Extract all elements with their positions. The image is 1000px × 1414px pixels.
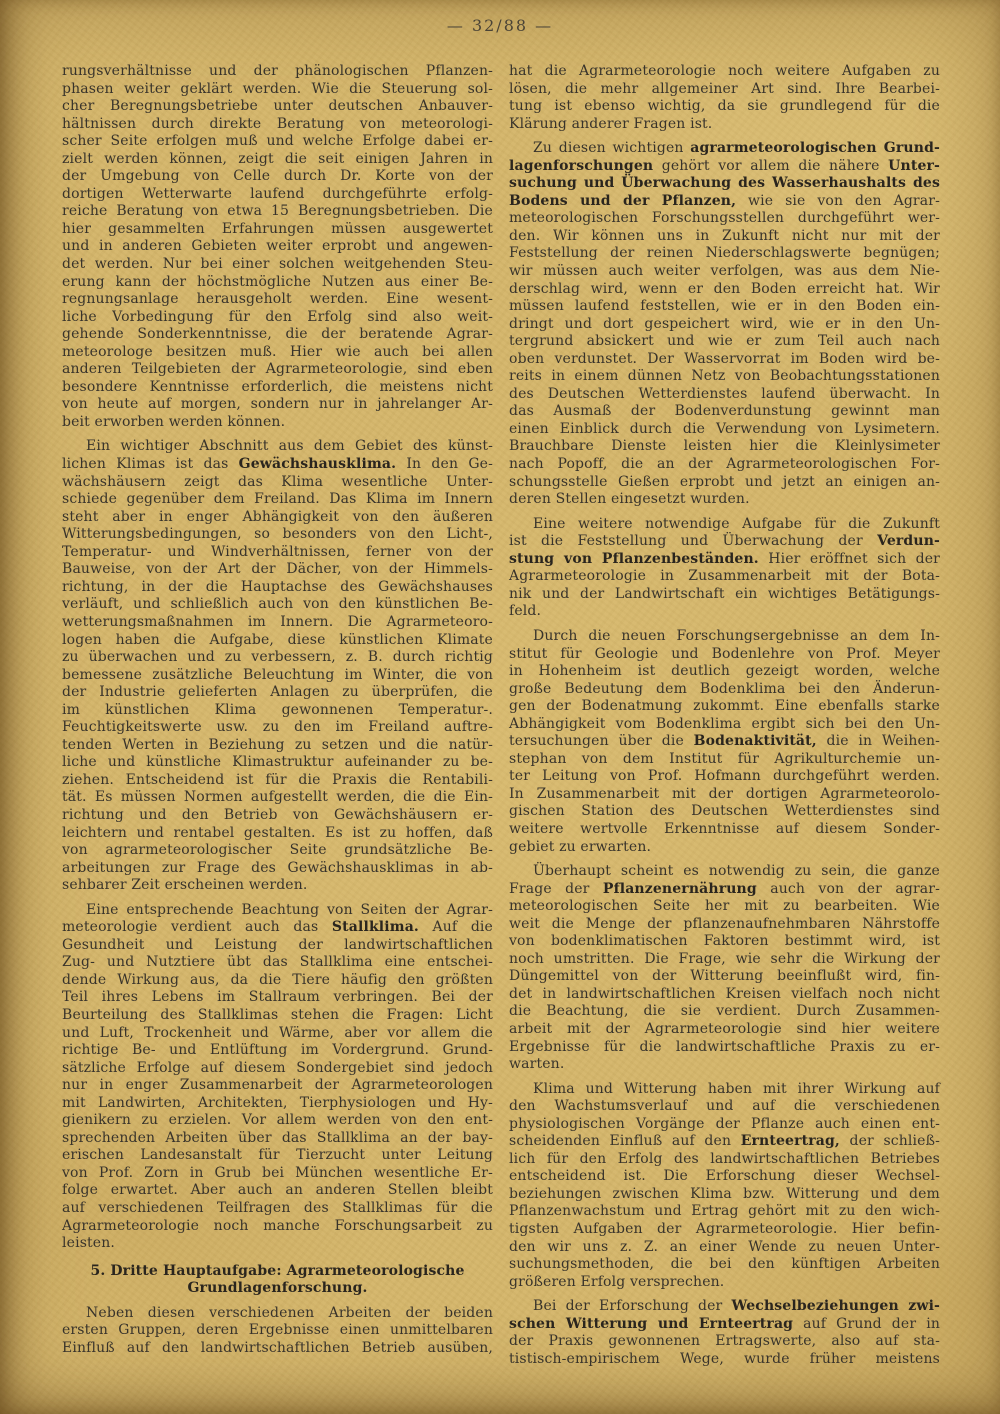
text-line: Ergebnisse für die landwirtschaftliche Praxis zu er- (509, 1038, 940, 1055)
text-line: tigsten Aufgaben der Agrarmeteorologie. Hier befin- (509, 1221, 940, 1237)
text-line: nur in enger Zusammenarbeit der Agrarmeteorologen (62, 1077, 493, 1094)
text-line: sehbarer Zeit erscheinen werden. (62, 877, 308, 894)
text-columns (62, 63, 940, 1368)
text-line: scher Seite erfolgen muß und welche Erfolge dabei er- (62, 133, 493, 150)
text-line: von heute auf morgen, sondern nur in jahrelanger Ar- (62, 396, 493, 413)
text-line: nach Popoff, die an der Agrarmeteorologischen For- (509, 456, 940, 473)
text-line: den wir uns z. Z. an einer Wende zu neuen Unter- (509, 1238, 940, 1255)
text-line: liche und künstliche Klimastruktur aufeinander zu be- (62, 754, 493, 771)
text-line: Witterungsbedingungen, so besonders von den Licht-, (62, 526, 493, 543)
text-line: dende Wirkung aus, da die Tiere häufig den größten (62, 971, 493, 988)
text-line: Zu diesen wichtigen agrarmeteorologischen Grund- (533, 140, 940, 157)
section-heading-line: Grundlagenforschung. (187, 1280, 368, 1297)
text-line: scheidenden Einfluß auf den Ernteertrag, der schließ- (509, 1133, 941, 1150)
text-line: folge erwartet. Aber auch an anderen Stellen bleibt (62, 1182, 493, 1199)
text-line: gischen Station des Deutschen Wetterdienstes sind (509, 803, 940, 820)
text-line: Durch die neuen Forschungsergebnisse an dem In- (533, 627, 940, 644)
text-line: richtung, in der die Hauptachse des Gewächshauses (62, 578, 493, 595)
text-line: Eine entsprechende Beachtung von Seiten der Agrar- (86, 901, 493, 918)
text-line: besondere Kenntnisse erforderlich, die meistens nicht (62, 378, 493, 395)
right-column (509, 63, 940, 1368)
text-line: dringt und dort gespeichert wird, wie er in den Un- (509, 315, 940, 332)
text-line: der Industrie gelieferten Anlagen zu überprüfen, die (62, 684, 493, 701)
text-line: tenden Werten in Beziehung zu setzen und die natür- (62, 736, 493, 753)
text-line: Zug- und Nutztiere übt das Stallklima eine entschei- (62, 954, 493, 971)
text-line: schungsstelle Gießen erprobt und jetzt an einigen an- (509, 473, 940, 490)
text-line: gebiet zu erwarten. (509, 838, 652, 855)
text-line: physiologischen Vorgänge der Pflanze auch einen ent- (509, 1115, 940, 1132)
text-line: phasen weiter geklärt werden. Wie die Steuerung sol- (62, 80, 493, 97)
text-line: und in anderen Gebieten weiter erprobt und angewen- (62, 238, 493, 255)
text-line: Gesundheit und Leistung der landwirtschaftlichen (62, 936, 493, 953)
text-line: Temperatur- und Windverhältnissen, ferner von der (62, 543, 493, 560)
text-line: weit die Menge der pflanzenaufnehmbaren Nährstoffe (509, 915, 940, 932)
text-line: meteorologie verdient auch das Stallklima. Auf die (62, 919, 493, 936)
text-line: wir müssen auch weiter verfolgen, was aus dem Nie- (509, 263, 940, 280)
text-line: auf verschiedenen Teilfragen des Stallklimas für die (62, 1200, 493, 1216)
text-line: Teil ihres Lebens im Stallraum verbringen. Bei der (62, 989, 493, 1006)
text-line: mit Landwirten, Architekten, Tierphysiologen und Hy- (62, 1094, 493, 1111)
text-line: gienikern zu erzielen. Vor allem werden von den ent- (62, 1112, 493, 1129)
text-line: reiche Beratung von etwa 15 Beregnungsbetrieben. Die (62, 203, 493, 220)
text-line: von Prof. Zorn in Grub bei München wesentliche Er- (62, 1164, 493, 1181)
text-line: beit erworben werden können. (62, 413, 286, 430)
text-line: und Luft, Trockenheit und Wärme, aber vor allem die (62, 1024, 493, 1041)
text-line: det werden. Nur bei einer solchen weitgehenden Steu- (62, 256, 493, 273)
text-line: Überhaupt scheint es notwendig zu sein, die ganze (533, 863, 940, 880)
text-line: noch umstritten. Die Frage, wie sehr die Wirkung der (509, 950, 940, 967)
text-line: ersten Gruppen, deren Ergebnisse einen unmittelbaren (62, 1322, 493, 1339)
text-line: warten. (509, 1056, 565, 1073)
text-line: arbeitungen zur Frage des Gewächshausklimas in ab- (62, 859, 493, 876)
text-line: ist die Feststellung und Überwachung der Verdun- (509, 533, 940, 550)
text-line: Agrarmeteorologie in Zusammenarbeit mit der Bota- (509, 568, 940, 585)
text-line: det in landwirtschaftlichen Kreisen vielfach noch nicht (509, 985, 940, 1002)
text-line: Düngemittel von der Witterung beeinflußt wird, fin- (509, 968, 940, 985)
text-line: zu überwachen und zu verbessern, z. B. durch richtig (62, 649, 493, 666)
text-line: im künstlichen Klima gewonnenen Temperatur-. (62, 701, 493, 718)
text-line: dortigen Wetterwarte laufend durchgeführte erfolg- (62, 185, 493, 202)
text-line: Eine weitere notwendige Aufgabe für die Zukunft (533, 515, 940, 532)
text-line: sprechenden Arbeiten über das Stallklima an der bay- (62, 1129, 493, 1146)
text-line: Brauchbare Dienste leisten hier die Kleinlysimeter (509, 438, 940, 455)
text-line: einen Einblick durch die Verwendung von Lysimetern. (509, 420, 940, 437)
text-line: liche Vorbedingung für den Erfolg sind also weit- (62, 308, 493, 325)
text-line: Einfluß auf den landwirtschaftlichen Betrieb ausüben, (62, 1339, 493, 1356)
text-line: richtung und den Betrieb von Gewächshäusern er- (62, 806, 493, 823)
text-line: Abhängigkeit vom Bodenklima ergibt sich bei den Un- (509, 715, 940, 732)
text-line: arbeit mit der Agrarmeteorologie sind hier weitere (509, 1020, 940, 1037)
text-line: steht aber in enger Abhängigkeit von den äußeren (62, 508, 493, 525)
text-line: feld. (509, 603, 542, 620)
text-line: lich für den Erfolg des landwirtschaftlichen Betriebes (509, 1150, 940, 1167)
text-line: deren Stellen eingesetzt wurden. (509, 491, 750, 508)
text-line: erischen Landesanstalt für Tierzucht unter Leitung (62, 1147, 493, 1164)
text-line: den. Wir können uns in Zukunft nicht nur mit der (509, 227, 940, 244)
text-line: gehende Sonderkenntnisse, die der beratende Agrar- (62, 326, 493, 343)
text-line: große Bedeutung dem Bodenklima bei den Änderun- (509, 680, 940, 697)
text-line: meteorologe besitzen muß. Hier wie auch bei allen (62, 343, 493, 360)
text-line: meteorologischen Seite her mit zu bearbeiten. Wie (509, 898, 940, 915)
text-line: das Ausmaß der Bodenverdunstung gewinnt man (509, 403, 940, 420)
text-line: Feststellung der reinen Niederschlagswerte begnügen; (509, 245, 940, 262)
text-line: tergrund absickert und wie er zum Teil auch nach (509, 333, 940, 350)
text-line: zielt werden können, zeigt die seit einigen Jahren in (62, 150, 493, 167)
text-line: von bodenklimatischen Faktoren bestimmt wird, ist (509, 933, 940, 950)
text-line: reits in einem dünnen Netz von Beobachtungsstationen (509, 368, 940, 385)
text-line: lösen, die mehr allgemeiner Art sind. Ihre Bearbei- (509, 80, 940, 97)
text-line: anderen Teilgebieten der Agrarmeteorologie, sind eben (62, 361, 493, 378)
text-line: stung von Pflanzenbeständen. Hier eröffnet sich der (509, 550, 940, 567)
text-line: in Hohenheim ist deutlich gezeigt worden, welche (509, 663, 940, 680)
text-line: gen der Bodenatmung zukommt. Eine ebenfalls starke (509, 698, 940, 715)
text-line: bemessene zusätzliche Beleuchtung im Winter, die von (62, 666, 493, 683)
text-line: leisten. (62, 1235, 116, 1252)
text-line: lagenforschungen gehört vor allem die nähere Unter- (509, 157, 940, 174)
text-line: richtige Be- und Entlüftung im Vordergrund. Grund- (62, 1042, 493, 1059)
text-line: entscheidend ist. Die Erforschung dieser Wechsel- (509, 1168, 940, 1185)
text-line: der Praxis gewonnenen Ertragswerte, also auf sta- (509, 1333, 940, 1350)
page-header (0, 16, 1000, 35)
text-line: hier gesammelten Erfahrungen müssen ausgewertet (62, 220, 493, 237)
text-line: lichen Klimas ist das Gewächshausklima. In den Ge- (62, 456, 493, 473)
text-line: hältnissen durch direkte Beratung von meteorologi- (62, 115, 493, 132)
text-line: derschlag wird, wenn er den Boden erreicht hat. Wir (509, 280, 940, 297)
text-line: ter Leitung von Prof. Hofmann durchgeführt werden. (509, 768, 940, 785)
text-line: des Deutschen Wetterdienstes laufend überwacht. In (509, 385, 940, 402)
text-line: die Beachtung, die sie verdient. Durch Zusammen- (509, 1003, 940, 1020)
text-line: größeren Erfolg versprechen. (509, 1273, 725, 1290)
text-line: Bei der Erforschung der Wechselbeziehungen zwi- (533, 1298, 940, 1315)
text-line: tistisch-empirischem Wege, wurde früher meistens (509, 1350, 940, 1367)
text-line: der Umgebung von Celle durch Dr. Korte von der (62, 168, 493, 185)
text-line: logen haben die Aufgabe, diese künstlichen Klimate (62, 631, 493, 648)
text-line: weitere wertvolle Erkenntnisse auf diesem Sonder- (509, 820, 940, 837)
text-line: Klärung anderer Fragen ist. (509, 115, 713, 132)
text-line: den Wachstumsverlauf und auf die verschiedenen (509, 1098, 940, 1115)
text-line: Pflanzenwachstum und Ertrag gehört mit zu den wich- (509, 1203, 940, 1220)
text-line: schen Witterung und Ernteertrag auf Grund der in (509, 1315, 940, 1332)
text-line: suchung und Überwachung des Wasserhaushalts des (509, 175, 940, 192)
text-line: tung ist ebenso wichtig, da sie grundlegend für die (509, 98, 940, 115)
text-line: Frage der Pflanzenernährung auch von der agrar- (509, 880, 941, 897)
text-line: cher Beregnungsbetriebe unter deutschen Anbauver- (62, 98, 493, 115)
text-line: stephan von dem Institut für Agrikulturchemie un- (509, 750, 940, 767)
text-line: oben verdunstet. Der Wasservorrat im Boden wird be- (509, 350, 940, 367)
text-line: rungsverhältnisse und der phänologischen Pflanzen- (62, 63, 493, 79)
text-line: verläuft, und schließlich auch von den künstlichen Be- (62, 596, 493, 613)
text-line: Bodens und der Pflanzen, wie sie von den Agrar- (509, 192, 940, 209)
text-line: leichtern und rentabel gestalten. Es ist zu hoffen, daß (62, 824, 493, 841)
text-line: wetterungsmaßnahmen im Innern. Die Agrarmeteoro- (62, 613, 493, 630)
text-line: Ein wichtiger Abschnitt aus dem Gebiet des künst- (86, 438, 493, 455)
text-line: erung kann der höchstmögliche Nutzen aus einer Be- (62, 273, 493, 290)
text-line: von agrarmeteorologischer Seite grundsätzliche Be- (62, 842, 493, 859)
text-line: stitut für Geologie und Bodenlehre von Prof. Meyer (509, 645, 940, 662)
text-line: schiede gegenüber dem Freiland. Das Klima im Innern (62, 491, 493, 508)
text-line: beziehungen zwischen Klima bzw. Witterung und dem (509, 1185, 940, 1202)
text-line: In Zusammenarbeit mit der dortigen Agrarmeteorolo- (509, 785, 940, 802)
text-line: tät. Es müssen Normen aufgestellt werden, die die Ein- (62, 789, 493, 806)
text-line: wächshäusern zeigt das Klima wesentliche Unter- (62, 473, 493, 490)
text-line: meteorologischen Forschungsstellen durchgeführt wer- (509, 210, 940, 227)
text-line: Klima und Witterung haben mit ihrer Wirkung auf (533, 1080, 940, 1097)
text-line: Neben diesen verschiedenen Arbeiten der beiden (86, 1304, 493, 1321)
text-line: sätzliche Erfolge auf diesem Sondergebiet sind jedoch (62, 1059, 493, 1076)
text-line: ziehen. Entscheidend ist für die Praxis die Rentabili- (62, 771, 493, 788)
left-column (62, 63, 493, 1368)
text-line: regnungsanlage herausgeholt werden. Eine wesent- (62, 291, 493, 308)
text-line: Beurteilung des Stallklimas stehen die Fragen: Licht (62, 1006, 493, 1023)
text-line: Bauweise, von der Art der Dächer, von der Himmels- (62, 561, 493, 578)
text-line: hat die Agrarmeteorologie noch weitere Aufgaben zu (509, 63, 940, 79)
text-line: tersuchungen über die Bodenaktivität, die in Weihen- (509, 733, 940, 750)
page-number: — 32/88 — (446, 16, 554, 35)
text-line: müssen laufend feststellen, wie er in den Boden ein- (509, 298, 940, 315)
text-line: Feuchtigkeitswerte usw. zu den im Freiland auftre- (62, 719, 493, 736)
section-heading-line: 5. Dritte Hauptaufgabe: Agrarmeteorologische (90, 1262, 465, 1279)
text-line: Agrarmeteorologie noch manche Forschungsarbeit zu (62, 1217, 493, 1234)
text-line: suchungsmethoden, die bei den künftigen Arbeiten (509, 1256, 940, 1273)
text-line: nik und der Landwirtschaft ein wichtiges Betätigungs- (509, 585, 940, 602)
